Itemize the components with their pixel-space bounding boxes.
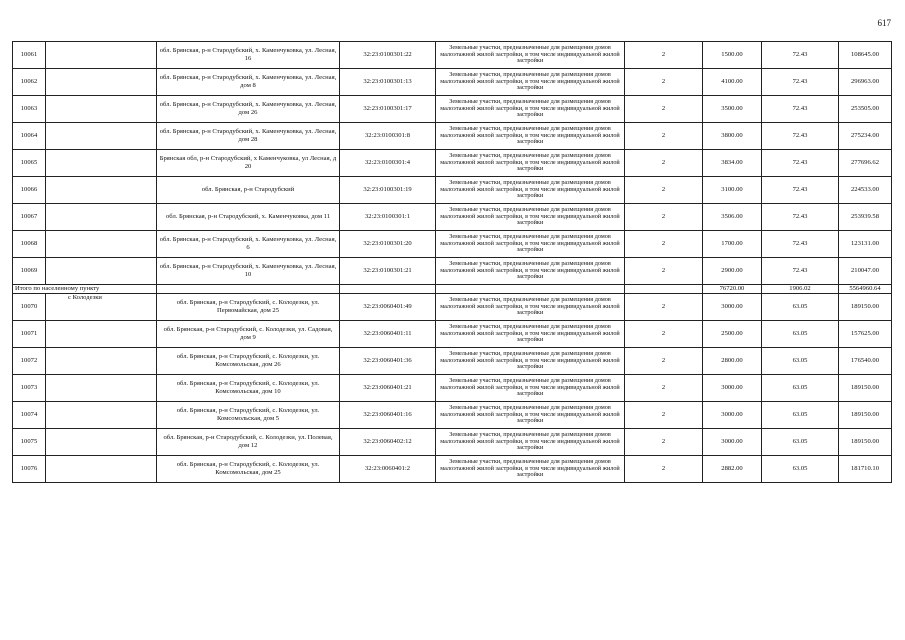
- cadastral-number-cell: 32:23:0100301:21: [340, 258, 436, 285]
- total-row: [13, 285, 892, 294]
- cadastral-value-cell: 189150.00: [839, 375, 892, 402]
- group-cell: 2: [625, 429, 703, 456]
- total-area: 76720.00: [703, 285, 762, 294]
- rate-cell: 63.05: [762, 375, 839, 402]
- land-use-cell: Земельные участки, предназначенные для размещения домов малоэтажной жилой застройки, в том числе индивидуальной жилой застройки: [436, 69, 625, 96]
- address-cell: обл. Брянская, р-н Стародубский, х. Каменчуковка, ул. Лесная, 6: [157, 231, 340, 258]
- row-number: 10070: [13, 294, 46, 321]
- locality-cell: [46, 204, 157, 231]
- table-row: [13, 375, 892, 402]
- area-cell: 1700.00: [703, 231, 762, 258]
- cadastral-value-cell: 189150.00: [839, 294, 892, 321]
- rate-cell: 72.43: [762, 231, 839, 258]
- address-cell: обл. Брянская, р-н Стародубский, с. Колодезки, ул. Комсомольская, дом 10: [157, 375, 340, 402]
- land-use-cell: Земельные участки, предназначенные для размещения домов малоэтажной жилой застройки, в том числе индивидуальной жилой застройки: [436, 429, 625, 456]
- total-rate: 1906.02: [762, 285, 839, 294]
- table-row: [13, 96, 892, 123]
- address-cell: обл. Брянская, р-н Стародубский, с. Колодезки, ул. Полевая, дом 12: [157, 429, 340, 456]
- land-use-cell: Земельные участки, предназначенные для размещения домов малоэтажной жилой застройки, в том числе индивидуальной жилой застройки: [436, 294, 625, 321]
- table-body-locality-2: [13, 294, 892, 483]
- group-cell: 2: [625, 258, 703, 285]
- address-cell: обл. Брянская, р-н Стародубский, с. Колодезки, ул. Комсомольская, дом 25: [157, 456, 340, 483]
- total-empty-cell: [625, 285, 703, 294]
- area-cell: 1500.00: [703, 42, 762, 69]
- row-number: 10073: [13, 375, 46, 402]
- rate-cell: 72.43: [762, 42, 839, 69]
- group-cell: 2: [625, 177, 703, 204]
- land-use-cell: Земельные участки, предназначенные для размещения домов малоэтажной жилой застройки, в том числе индивидуальной жилой застройки: [436, 96, 625, 123]
- cadastral-value-cell: 157625.00: [839, 321, 892, 348]
- cadastral-number-cell: 32:23:0060401:21: [340, 375, 436, 402]
- rate-cell: 72.43: [762, 123, 839, 150]
- address-cell: обл. Брянская, р-н Стародубский, х. Каменчуковка, ул. Лесная, 10: [157, 258, 340, 285]
- land-use-cell: Земельные участки, предназначенные для размещения домов малоэтажной жилой застройки, в том числе индивидуальной жилой застройки: [436, 231, 625, 258]
- area-cell: 3000.00: [703, 294, 762, 321]
- group-cell: 2: [625, 150, 703, 177]
- land-use-cell: Земельные участки, предназначенные для размещения домов малоэтажной жилой застройки, в том числе индивидуальной жилой застройки: [436, 348, 625, 375]
- table-row: [13, 402, 892, 429]
- address-cell: обл. Брянская, р-н Стародубский, х. Каменчуковка, ул. Лесная, дом 8: [157, 69, 340, 96]
- table-row: [13, 348, 892, 375]
- address-cell: обл. Брянская, р-н Стародубский, с. Колодезки, ул. Комсомольская, дом 5: [157, 402, 340, 429]
- area-cell: 2882.00: [703, 456, 762, 483]
- group-cell: 2: [625, 69, 703, 96]
- locality-cell: [46, 258, 157, 285]
- page-number: 617: [877, 18, 891, 28]
- rate-cell: 63.05: [762, 348, 839, 375]
- locality-cell: [46, 42, 157, 69]
- table-row: [13, 42, 892, 69]
- cadastral-number-cell: 32:23:0100301:17: [340, 96, 436, 123]
- group-cell: 2: [625, 42, 703, 69]
- table-body-locality-1: [13, 42, 892, 285]
- cadastral-number-cell: 32:23:0100301:1: [340, 204, 436, 231]
- rate-cell: 72.43: [762, 96, 839, 123]
- table-row: [13, 258, 892, 285]
- row-number: 10076: [13, 456, 46, 483]
- group-cell: 2: [625, 96, 703, 123]
- row-number: 10071: [13, 321, 46, 348]
- cadastral-number-cell: 32:23:0100301:20: [340, 231, 436, 258]
- area-cell: 3000.00: [703, 429, 762, 456]
- table-row: [13, 204, 892, 231]
- table-row: [13, 150, 892, 177]
- locality-cell: [46, 321, 157, 348]
- table-row: [13, 456, 892, 483]
- rate-cell: 72.43: [762, 177, 839, 204]
- address-cell: обл. Брянская, р-н Стародубский, с. Колодезки, ул. Первомайская, дом 25: [157, 294, 340, 321]
- locality-cell: [46, 150, 157, 177]
- cadastral-value-cell: 253939.58: [839, 204, 892, 231]
- row-number: 10061: [13, 42, 46, 69]
- rate-cell: 72.43: [762, 204, 839, 231]
- locality-cell: [46, 96, 157, 123]
- area-cell: 3000.00: [703, 402, 762, 429]
- cadastral-value-table: [12, 41, 892, 483]
- area-cell: 2500.00: [703, 321, 762, 348]
- group-cell: 2: [625, 402, 703, 429]
- land-use-cell: Земельные участки, предназначенные для размещения домов малоэтажной жилой застройки, в том числе индивидуальной жилой застройки: [436, 123, 625, 150]
- locality-cell: с Колодезки: [46, 294, 157, 321]
- table-row: [13, 177, 892, 204]
- total-label: Итого по населенному пункту: [13, 285, 157, 294]
- land-use-cell: Земельные участки, предназначенные для размещения домов малоэтажной жилой застройки, в том числе индивидуальной жилой застройки: [436, 321, 625, 348]
- rate-cell: 63.05: [762, 429, 839, 456]
- total-empty-cell: [157, 285, 340, 294]
- total-value: 5564960.64: [839, 285, 892, 294]
- rate-cell: 72.43: [762, 150, 839, 177]
- rate-cell: 63.05: [762, 456, 839, 483]
- group-cell: 2: [625, 231, 703, 258]
- rate-cell: 72.43: [762, 258, 839, 285]
- group-cell: 2: [625, 348, 703, 375]
- locality-cell: [46, 123, 157, 150]
- cadastral-value-cell: 108645.00: [839, 42, 892, 69]
- cadastral-value-cell: 176540.00: [839, 348, 892, 375]
- cadastral-number-cell: 32:23:0100301:13: [340, 69, 436, 96]
- cadastral-number-cell: 32:23:0060401:49: [340, 294, 436, 321]
- table-row: [13, 321, 892, 348]
- cadastral-number-cell: 32:23:0100301:19: [340, 177, 436, 204]
- address-cell: обл. Брянская, р-н Стародубский, х. Каменчуковка, ул. Лесная, дом 26: [157, 96, 340, 123]
- address-cell: обл. Брянская, р-н Стародубский, с. Колодезки, ул. Садовая, дом 9: [157, 321, 340, 348]
- locality-cell: [46, 429, 157, 456]
- cadastral-value-cell: 189150.00: [839, 402, 892, 429]
- row-number: 10067: [13, 204, 46, 231]
- land-use-cell: Земельные участки, предназначенные для размещения домов малоэтажной жилой застройки, в том числе индивидуальной жилой застройки: [436, 204, 625, 231]
- row-number: 10075: [13, 429, 46, 456]
- land-use-cell: Земельные участки, предназначенные для размещения домов малоэтажной жилой застройки, в том числе индивидуальной жилой застройки: [436, 375, 625, 402]
- cadastral-number-cell: 32:23:0060401:2: [340, 456, 436, 483]
- group-cell: 2: [625, 123, 703, 150]
- land-use-cell: Земельные участки, предназначенные для размещения домов малоэтажной жилой застройки, в том числе индивидуальной жилой застройки: [436, 42, 625, 69]
- table-row: [13, 69, 892, 96]
- locality-cell: [46, 375, 157, 402]
- address-cell: Брянская обл, р-н Стародубский, х Каменчуковка, ул Лесная, д 20: [157, 150, 340, 177]
- rate-cell: 63.05: [762, 321, 839, 348]
- group-cell: 2: [625, 294, 703, 321]
- cadastral-value-cell: 224533.00: [839, 177, 892, 204]
- cadastral-number-cell: 32:23:0060401:36: [340, 348, 436, 375]
- row-number: 10074: [13, 402, 46, 429]
- area-cell: 3800.00: [703, 123, 762, 150]
- rate-cell: 63.05: [762, 402, 839, 429]
- table-row: [13, 231, 892, 258]
- row-number: 10064: [13, 123, 46, 150]
- area-cell: 3506.00: [703, 204, 762, 231]
- locality-cell: [46, 177, 157, 204]
- area-cell: 4100.00: [703, 69, 762, 96]
- row-number: 10062: [13, 69, 46, 96]
- land-use-cell: Земельные участки, предназначенные для размещения домов малоэтажной жилой застройки, в том числе индивидуальной жилой застройки: [436, 150, 625, 177]
- address-cell: обл. Брянская, р-н Стародубский, х. Каменчуковка, дом 11: [157, 204, 340, 231]
- area-cell: 3000.00: [703, 375, 762, 402]
- row-number: 10069: [13, 258, 46, 285]
- land-use-cell: Земельные участки, предназначенные для размещения домов малоэтажной жилой застройки, в том числе индивидуальной жилой застройки: [436, 258, 625, 285]
- locality-cell: [46, 456, 157, 483]
- land-use-cell: Земельные участки, предназначенные для размещения домов малоэтажной жилой застройки, в том числе индивидуальной жилой застройки: [436, 402, 625, 429]
- address-cell: обл. Брянская, р-н Стародубский, х. Каменчуковка, ул. Лесная, дом 28: [157, 123, 340, 150]
- address-cell: обл. Брянская, р-н Стародубский: [157, 177, 340, 204]
- locality-cell: [46, 231, 157, 258]
- address-cell: обл. Брянская, р-н Стародубский, с. Колодезки, ул. Комсомольская, дом 26: [157, 348, 340, 375]
- land-use-cell: Земельные участки, предназначенные для размещения домов малоэтажной жилой застройки, в том числе индивидуальной жилой застройки: [436, 177, 625, 204]
- total-empty-cell: [436, 285, 625, 294]
- row-number: 10068: [13, 231, 46, 258]
- area-cell: 3834.00: [703, 150, 762, 177]
- row-number: 10065: [13, 150, 46, 177]
- cadastral-number-cell: 32:23:0100301:8: [340, 123, 436, 150]
- cadastral-value-cell: 275234.00: [839, 123, 892, 150]
- area-cell: 2900.00: [703, 258, 762, 285]
- cadastral-value-cell: 189150.00: [839, 429, 892, 456]
- cadastral-number-cell: 32:23:0060401:11: [340, 321, 436, 348]
- cadastral-number-cell: 32:23:0060402:12: [340, 429, 436, 456]
- group-cell: 2: [625, 321, 703, 348]
- row-number: 10066: [13, 177, 46, 204]
- locality-cell: [46, 69, 157, 96]
- table-row: [13, 294, 892, 321]
- cadastral-value-cell: 296963.00: [839, 69, 892, 96]
- locality-cell: [46, 348, 157, 375]
- total-empty-cell: [340, 285, 436, 294]
- cadastral-value-cell: 123131.00: [839, 231, 892, 258]
- table-row: [13, 429, 892, 456]
- cadastral-value-cell: 210047.00: [839, 258, 892, 285]
- address-cell: обл. Брянская, р-н Стародубский, х. Каменчуковка, ул. Лесная, 16: [157, 42, 340, 69]
- cadastral-number-cell: 32:23:0100301:4: [340, 150, 436, 177]
- locality-cell: [46, 402, 157, 429]
- cadastral-value-cell: 181710.10: [839, 456, 892, 483]
- row-number: 10063: [13, 96, 46, 123]
- row-number: 10072: [13, 348, 46, 375]
- total-section: [13, 285, 892, 294]
- group-cell: 2: [625, 456, 703, 483]
- land-use-cell: Земельные участки, предназначенные для размещения домов малоэтажной жилой застройки, в том числе индивидуальной жилой застройки: [436, 456, 625, 483]
- rate-cell: 72.43: [762, 69, 839, 96]
- cadastral-value-cell: 253505.00: [839, 96, 892, 123]
- area-cell: 3100.00: [703, 177, 762, 204]
- area-cell: 2800.00: [703, 348, 762, 375]
- group-cell: 2: [625, 204, 703, 231]
- area-cell: 3500.00: [703, 96, 762, 123]
- cadastral-value-cell: 277696.62: [839, 150, 892, 177]
- table-row: [13, 123, 892, 150]
- cadastral-number-cell: 32:23:0060401:16: [340, 402, 436, 429]
- group-cell: 2: [625, 375, 703, 402]
- rate-cell: 63.05: [762, 294, 839, 321]
- cadastral-number-cell: 32:23:0100301:22: [340, 42, 436, 69]
